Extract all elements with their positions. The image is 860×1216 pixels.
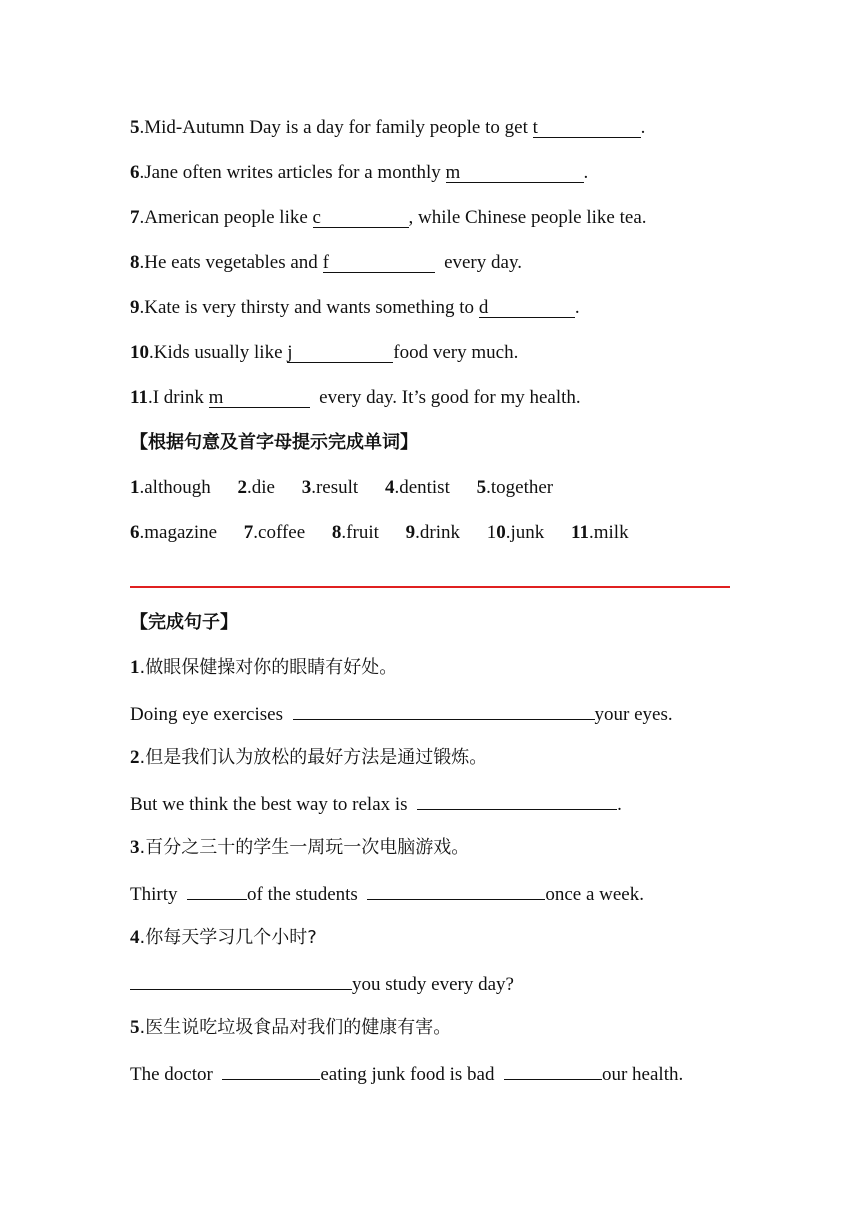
question-5	[130, 116, 645, 140]
question-9	[130, 296, 580, 320]
answer-number: 8	[331, 522, 342, 543]
answer-word: .milk	[588, 522, 629, 543]
hint-letter: j	[287, 342, 293, 363]
sentence-4-chinese	[130, 926, 317, 950]
sentence-1-chinese	[130, 656, 397, 680]
answer-number: 5	[476, 477, 487, 498]
question-text: .I drink	[147, 387, 209, 408]
answer-blank[interactable]	[130, 971, 352, 990]
sentence-text: The doctor	[130, 1064, 218, 1085]
question-text: .American people like	[139, 207, 313, 228]
sentence-prompt: .做眼保健操对你的眼睛有好处。	[139, 657, 398, 678]
answer-blank[interactable]	[446, 164, 584, 183]
answer-blank[interactable]	[367, 881, 545, 900]
question-number: 10	[130, 342, 149, 363]
answer-number: 7	[243, 522, 254, 543]
question-number: 11	[130, 387, 148, 408]
sentence-5-chinese	[130, 1016, 451, 1040]
question-end: .	[640, 117, 646, 138]
answer-number: 9	[405, 522, 416, 543]
question-number: 5	[130, 117, 140, 138]
sentence-text: eating junk food is bad	[320, 1064, 500, 1085]
answer-word: .fruit	[341, 522, 379, 543]
sentence-4-english	[130, 971, 514, 997]
question-text: .Kids usually like	[149, 342, 288, 363]
answer-word: .die	[247, 477, 275, 498]
hint-letter: m	[208, 387, 224, 408]
sentence-text: of the students	[247, 884, 363, 905]
question-text: .Jane often writes articles for a monthly	[139, 162, 446, 183]
answers-heading: 【根据句意及首字母提示完成单词】	[130, 432, 418, 453]
question-6	[130, 161, 588, 185]
answer-blank[interactable]	[287, 344, 393, 363]
sentence-2-english	[130, 791, 622, 817]
answer-blank[interactable]	[222, 1061, 320, 1080]
answer-number: 0	[496, 522, 506, 543]
sentence-2-chinese	[130, 746, 487, 770]
question-end: .	[574, 297, 580, 318]
section-divider	[130, 586, 730, 588]
hint-letter: c	[312, 207, 321, 228]
answer-word: .coffee	[253, 522, 306, 543]
answer-number-prefix: 1	[486, 522, 497, 543]
sentence-text: once a week.	[545, 884, 644, 905]
answer-blank[interactable]	[504, 1061, 602, 1080]
hint-letter: f	[322, 252, 329, 273]
question-number: 8	[130, 252, 140, 273]
sentence-text: .	[617, 794, 622, 815]
question-end: .	[583, 162, 589, 183]
question-text: .Kate is very thirsty and wants something to	[139, 297, 479, 318]
answer-word: .magazine	[139, 522, 218, 543]
sentence-number: 3	[130, 837, 140, 858]
question-8	[130, 251, 522, 275]
answer-blank[interactable]	[187, 881, 247, 900]
hint-letter: t	[532, 117, 538, 138]
hint-letter: m	[445, 162, 461, 183]
answer-word: .junk	[505, 522, 545, 543]
question-end: food very much.	[393, 342, 519, 363]
answer-word: .drink	[415, 522, 460, 543]
answer-number: 6	[130, 522, 140, 543]
question-end: , while Chinese people like tea.	[408, 207, 647, 228]
answer-blank[interactable]	[209, 389, 310, 408]
question-text: .Mid-Autumn Day is a day for family people to get	[139, 117, 533, 138]
question-11	[130, 386, 581, 410]
question-number: 9	[130, 297, 140, 318]
section-heading: 【完成句子】	[130, 612, 238, 633]
sentence-number: 2	[130, 747, 140, 768]
question-text: .He eats vegetables and	[139, 252, 323, 273]
question-7	[130, 206, 647, 230]
answers-row-2	[130, 521, 629, 545]
answer-blank[interactable]	[313, 209, 409, 228]
sentence-text: Thirty	[130, 884, 183, 905]
question-number: 7	[130, 207, 140, 228]
sentence-prompt: .但是我们认为放松的最好方法是通过锻炼。	[139, 747, 488, 768]
question-end: every day.	[439, 252, 522, 273]
sentence-text: But we think the best way to relax is	[130, 794, 413, 815]
answer-blank[interactable]	[293, 701, 595, 720]
answer-number: 3	[301, 477, 312, 498]
answer-blank[interactable]	[417, 791, 617, 810]
sentence-text: your eyes.	[594, 704, 673, 725]
answer-blank[interactable]	[533, 119, 641, 138]
sentence-3-english	[130, 881, 644, 907]
sentence-prompt: .百分之三十的学生一周玩一次电脑游戏。	[139, 837, 470, 858]
sentence-prompt: .你每天学习几个小时?	[139, 927, 317, 948]
answer-number: 4	[384, 477, 395, 498]
sentence-number: 5	[130, 1017, 140, 1038]
answer-number: 1	[130, 477, 140, 498]
answers-row-1	[130, 476, 553, 500]
sentence-number: 4	[130, 927, 140, 948]
question-end: every day. It’s good for my health.	[314, 387, 581, 408]
sentence-1-english	[130, 701, 673, 727]
answer-word: .although	[139, 477, 211, 498]
answer-number: 2	[237, 477, 247, 498]
sentence-text: our health.	[601, 1064, 684, 1085]
hint-letter: d	[478, 297, 489, 318]
sentence-5-english	[130, 1061, 683, 1087]
answer-word: .result	[311, 477, 359, 498]
question-10	[130, 341, 518, 365]
sentence-text: Doing eye exercises	[130, 704, 288, 725]
answer-word: .together	[486, 477, 554, 498]
sentence-3-chinese	[130, 836, 469, 860]
answer-word: .dentist	[394, 477, 450, 498]
sentence-prompt: .医生说吃垃圾食品对我们的健康有害。	[139, 1017, 452, 1038]
question-number: 6	[130, 162, 140, 183]
sentence-text: you study every day?	[352, 974, 514, 995]
answer-number: 11	[571, 522, 589, 543]
answer-blank[interactable]	[479, 299, 575, 318]
answer-blank[interactable]	[323, 254, 435, 273]
sentence-number: 1	[130, 657, 140, 678]
